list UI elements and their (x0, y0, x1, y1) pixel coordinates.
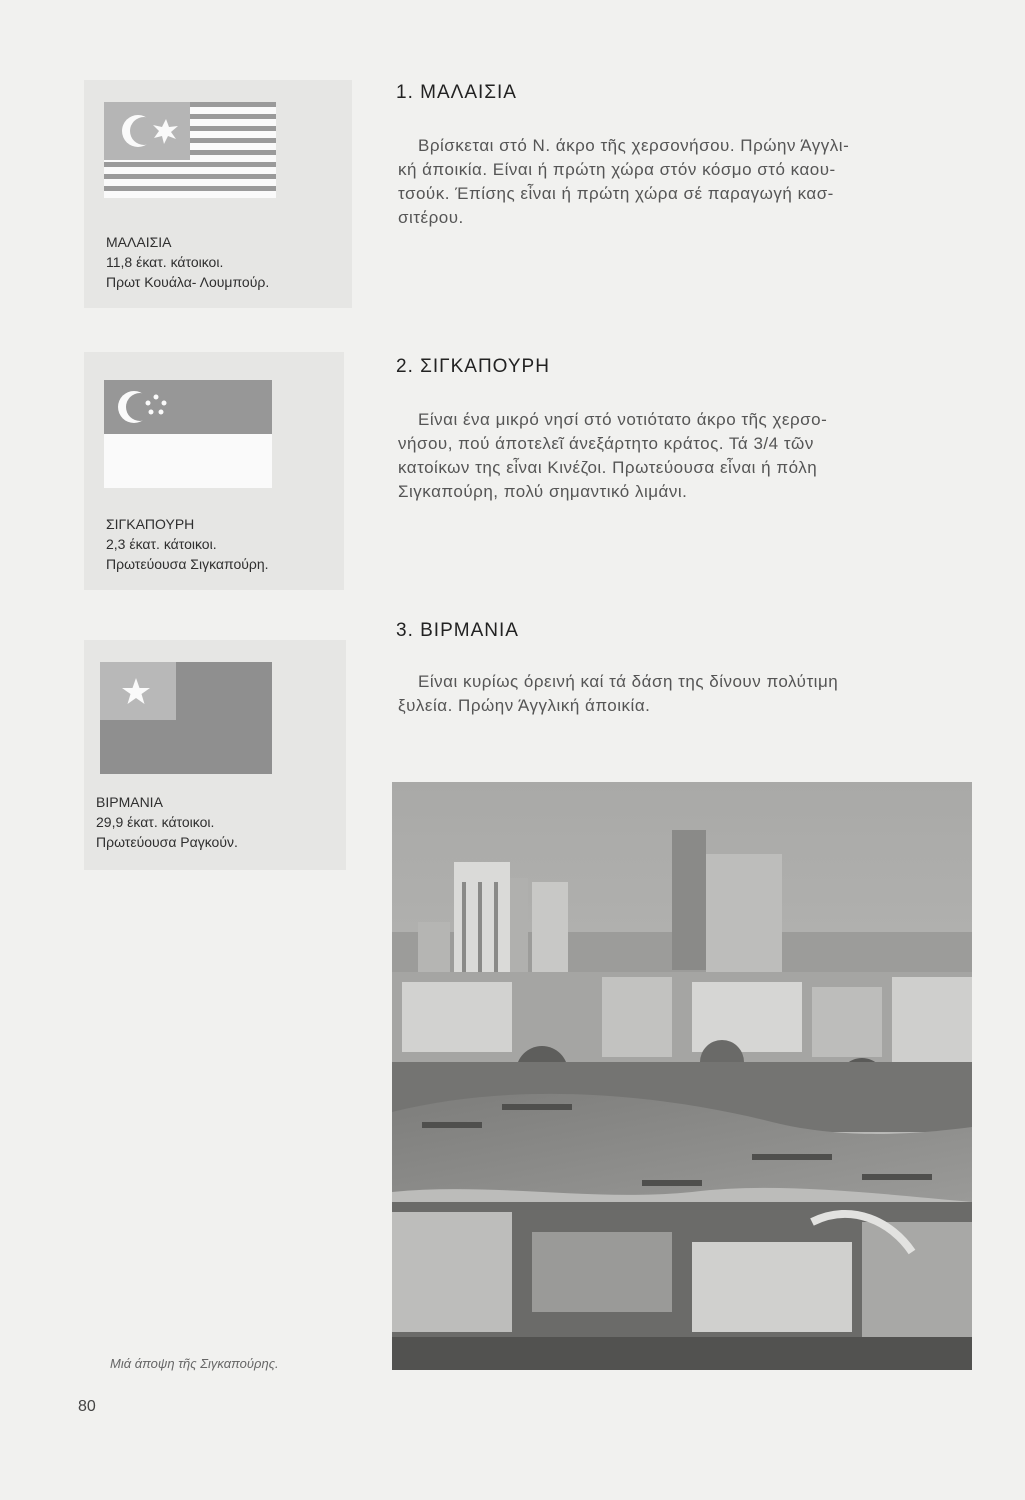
text-line: νήσου, πού άποτελεῖ άνεξάρτητο κράτος. Τά 3/4 τῶν (398, 434, 814, 453)
country-name: ΣΙΓΚΑΠΟΥΡΗ (106, 516, 195, 532)
flag-card-malaysia (84, 80, 352, 308)
text-line: Βρίσκεται στό Ν. άκρο τῆς χερσονήσου. Πρώην Άγγλι- (418, 136, 850, 155)
singapore-city-photo (392, 782, 972, 1370)
population-text: 29,9 έκατ. κάτοικοι. (96, 814, 215, 830)
section-text-malaysia (398, 134, 849, 230)
singapore-flag-image (104, 380, 272, 488)
flag-card-singapore (84, 352, 344, 590)
photo-caption: Μιά άποψη τῆς Σιγκαπούρης. (110, 1356, 279, 1371)
capital-text: Πρωτεύουσα Ραγκούν. (96, 834, 238, 850)
text-line: κατοίκων της εἶναι Κινέζοι. Πρωτεύουσα εἶναι ή πόλη (398, 458, 818, 477)
population-text: 11,8 έκατ. κάτοικοι. (106, 254, 224, 270)
country-name: ΜΑΛΑΙΣΙΑ (106, 234, 172, 250)
text-line: σιτέρου. (398, 208, 464, 227)
singapore-caption (106, 514, 269, 574)
country-name: ΒΙΡΜΑΝΙΑ (96, 794, 163, 810)
section-text-burma (398, 670, 838, 718)
section-text-singapore (398, 408, 827, 504)
page-number: 80 (78, 1398, 96, 1415)
section-heading-singapore: 2. ΣΙΓΚΑΠΟΥΡΗ (396, 356, 550, 377)
cityscape-image (392, 782, 972, 1370)
text-line: Είναι ένα μικρό νησί στό νοτιότατο άκρο τῆς χερσο- (418, 410, 828, 429)
text-line: τσούκ. Έπίσης εἶναι ή πρώτη χώρα σέ παραγωγή κασ- (398, 184, 834, 203)
malaysia-caption (106, 232, 269, 292)
section-heading-malaysia: 1. ΜΑΛΑΙΣΙΑ (396, 82, 517, 103)
text-line: κή άποικία. Είναι ή πρώτη χώρα στόν κόσμο στό καου- (398, 160, 836, 179)
burma-flag-image (100, 662, 272, 774)
text-line: Είναι κυρίως όρεινή καί τά δάση της δίνουν πολύτιμη (418, 672, 839, 691)
burma-caption (96, 792, 238, 852)
population-text: 2,3 έκατ. κάτοικοι. (106, 536, 217, 552)
capital-text: Πρωτ Κουάλα- Λουμπούρ. (106, 274, 270, 290)
malaysia-flag-image (104, 102, 276, 198)
flag-card-burma (84, 640, 346, 870)
capital-text: Πρωτεύουσα Σιγκαπούρη. (106, 556, 269, 572)
text-line: ξυλεία. Πρώην Άγγλική άποικία. (398, 696, 651, 715)
section-heading-burma: 3. ΒΙΡΜΑΝΙΑ (396, 620, 519, 641)
text-line: Σιγκαπούρη, πολύ σημαντικό λιμάνι. (398, 482, 688, 501)
